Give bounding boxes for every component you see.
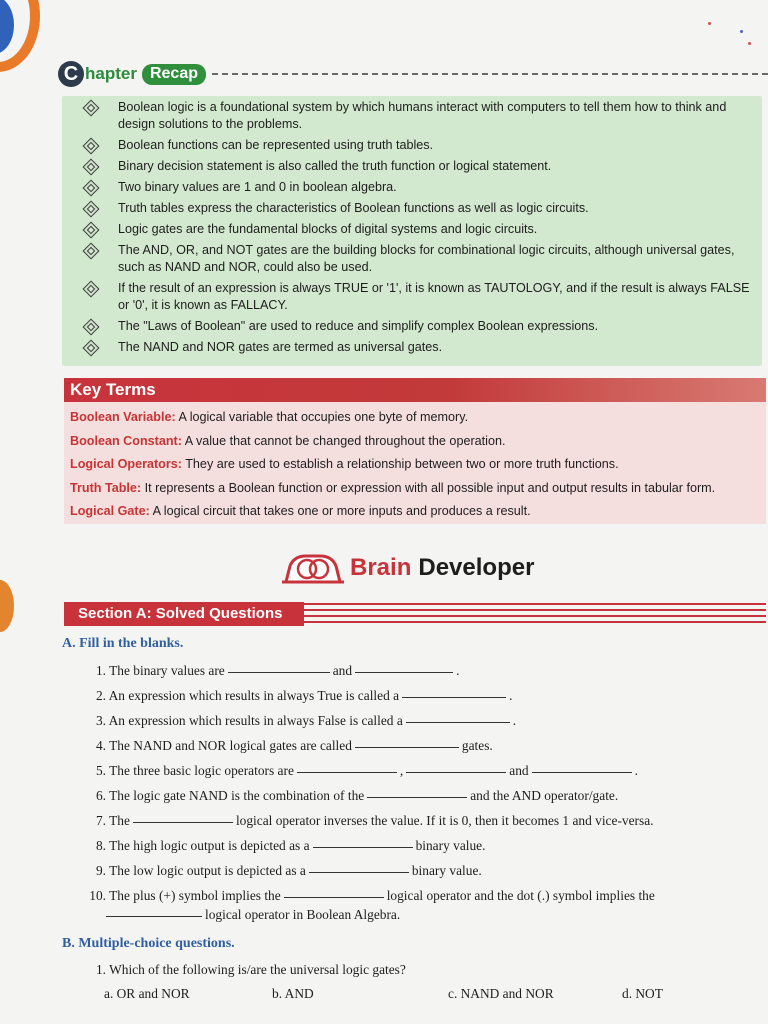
developer-word: Developer: [418, 554, 535, 581]
diamond-bullet-icon: [84, 223, 98, 237]
speck: [740, 30, 743, 33]
diamond-bullet-icon: [84, 181, 98, 195]
mcq-option-a[interactable]: a. OR and NOR: [104, 986, 190, 1001]
key-term-label: Truth Table:: [70, 480, 142, 495]
dashed-divider: [212, 73, 768, 75]
question-1: 1. The binary values are and .: [95, 663, 460, 678]
mcq-option-c[interactable]: c. NAND and NOR: [448, 986, 554, 1001]
recap-item: Boolean functions can be represented using truth tables.: [82, 137, 754, 154]
chapter-recap-header: [58, 60, 768, 88]
recap-item: Binary decision statement is also called the truth function or logical statement.: [82, 158, 754, 175]
key-term-row: [70, 430, 766, 454]
question-8: 8. The high logic output is depicted as a binary value.: [95, 838, 486, 853]
chapter-recap-list: [82, 99, 754, 360]
key-term-definition: A logical variable that occupies one byte of memory.: [175, 410, 469, 424]
question-6: 6. The logic gate NAND is the combination of the and the AND operator/gate.: [95, 788, 619, 803]
question-3: 3. An expression which results in always False is called a .: [95, 713, 517, 728]
question-7: 7. The logical operator inverses the value. If it is 0, then it becomes 1 and vice-versa.: [95, 813, 654, 828]
key-term-definition: A logical circuit that takes one or more inputs and produces a result.: [149, 504, 531, 518]
recap-item: Boolean logic is a foundational system by which humans interact with computers to tell them how to think and design solutions to the problems.: [82, 99, 754, 133]
key-term-definition: They are used to establish a relationship between two or more truth functions.: [181, 457, 619, 471]
blank-line: [406, 772, 506, 773]
key-terms-heading: Key Terms: [64, 378, 766, 402]
key-term-label: Logical Gate:: [70, 504, 150, 518]
recap-item: Two binary values are 1 and 0 in boolean algebra.: [82, 179, 754, 196]
chapter-recap-title: hapter: [85, 64, 137, 83]
diamond-bullet-icon: [84, 282, 98, 296]
part-b-heading: B. Multiple-choice questions.: [62, 936, 235, 951]
diamond-bullet-icon: [84, 160, 98, 174]
blank-line: [313, 847, 413, 848]
brain-logo-icon: [280, 548, 346, 588]
section-a-rule-lines: [304, 603, 766, 625]
blank-line: [355, 672, 453, 673]
blank-line: [133, 822, 233, 823]
key-term-label: Boolean Constant:: [70, 433, 182, 448]
blank-line: [402, 697, 506, 698]
brain-developer-heading: [280, 548, 534, 588]
blank-line: [297, 772, 397, 773]
mcq-1-question: 1. Which of the following is/are the universal logic gates?: [95, 962, 406, 977]
question-10: 10. The plus (+) symbol implies the logical operator and the dot (.) symbol implies the: [89, 888, 655, 903]
brain-word: Brain: [350, 554, 412, 581]
chapter-recap-c-badge: C: [58, 61, 84, 87]
part-a-heading: A. Fill in the blanks.: [62, 636, 184, 651]
question-9: 9. The low logic output is depicted as a binary value.: [95, 863, 482, 878]
key-term-label: Logical Operators:: [70, 457, 182, 471]
blank-line: [309, 872, 409, 873]
speck: [748, 42, 751, 45]
mcq-option-b[interactable]: b. AND: [272, 986, 314, 1001]
chapter-recap-pill: Recap: [142, 64, 206, 85]
blank-line: [406, 722, 510, 723]
diamond-bullet-icon: [84, 244, 98, 258]
question-4: 4. The NAND and NOR logical gates are called gates.: [95, 738, 493, 753]
recap-item: The "Laws of Boolean" are used to reduce and simplify complex Boolean expressions.: [82, 318, 754, 335]
diamond-bullet-icon: [84, 139, 98, 153]
diamond-bullet-icon: [84, 341, 98, 355]
question-10-continued: logical operator in Boolean Algebra.: [106, 907, 768, 923]
speck: [708, 22, 711, 25]
diamond-bullet-icon: [84, 101, 98, 115]
key-terms-box: [64, 402, 766, 524]
key-term-row: [70, 477, 766, 501]
key-term-definition: A value that cannot be changed throughout the operation.: [181, 433, 506, 448]
blank-line: [284, 897, 384, 898]
diamond-bullet-icon: [84, 202, 98, 216]
blank-line: [355, 747, 459, 748]
mcq-option-d[interactable]: d. NOT: [622, 986, 663, 1001]
diamond-bullet-icon: [84, 320, 98, 334]
decorative-half-circle: [0, 580, 14, 632]
blank-line: [532, 772, 632, 773]
recap-item: Truth tables express the characteristics of Boolean functions as well as logic circuits.: [82, 200, 754, 217]
key-term-row: [70, 453, 766, 477]
section-a-heading: Section A: Solved Questions: [64, 602, 304, 626]
blank-line: [228, 672, 330, 673]
recap-item: If the result of an expression is always TRUE or '1', it is known as TAUTOLOGY, and if the result is always FALSE or '0', it is known as FALLACY.: [82, 280, 754, 314]
key-term-definition: It represents a Boolean function or expression with all possible input and output results in tabular form.: [141, 480, 716, 495]
blank-line: [367, 797, 467, 798]
blank-line: [106, 916, 202, 917]
key-term-row: [70, 500, 766, 524]
key-term-row: [70, 406, 766, 430]
recap-item: The AND, OR, and NOT gates are the building blocks for combinational logic circuits, although universal gates, such as NAND and NOR, could also be used.: [82, 242, 754, 276]
question-2: 2. An expression which results in always True is called a .: [95, 688, 513, 703]
recap-item: Logic gates are the fundamental blocks of digital systems and logic circuits.: [82, 221, 754, 238]
key-term-label: Boolean Variable:: [70, 410, 176, 424]
question-5: 5. The three basic logic operators are , and .: [95, 763, 638, 778]
recap-item: The NAND and NOR gates are termed as universal gates.: [82, 339, 754, 356]
